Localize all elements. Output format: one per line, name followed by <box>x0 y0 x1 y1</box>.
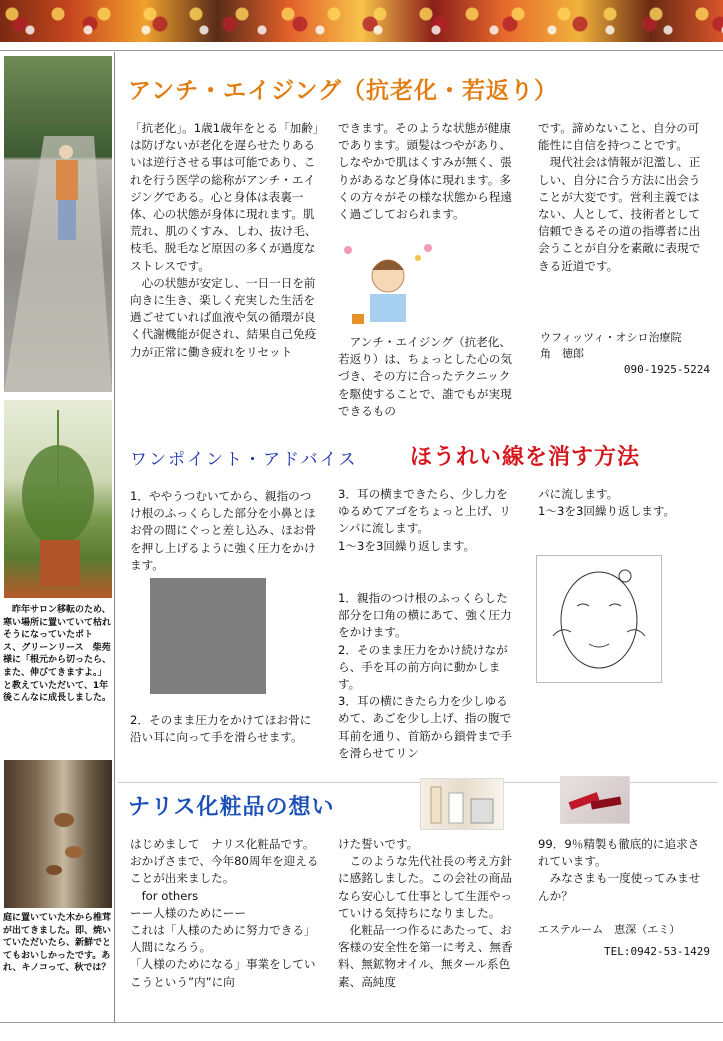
plant-photo <box>4 400 112 598</box>
naris-col2: けた誓いです。 このような先代社長の考え方針に感銘しました。この会社の商品なら安心して仕事として生涯やっていける気持ちになりました。 化粧品一つ作るにあたって、お客様の安全性を第一に考え、無香料、無鉱物オイル、無タール系色素、高純度 <box>338 837 513 989</box>
one-point-advice-label: ワンポイント・アドバイス <box>130 450 358 470</box>
flower-pattern <box>0 0 723 42</box>
plant-caption: 昨年サロン移転のため、寒い場所に置いていて枯れそうになっていたポトス、グリーンリース 柴苑様に「根元から切ったら、また、伸びてきますよ。」と教えていただいて、1年後こんなに成長しました。 <box>3 605 112 704</box>
bottle-icon <box>421 779 503 829</box>
advice-col2b: 1．親指のつけ根のふっくらした部分を口角の横にあて、強く圧力をかけます。 2．そのまま圧力をかけ続けながら、手を耳の前方向に動かします。 3．耳の横にきたら力を少しゆるめて、あごを少し上げ、指の腹で耳前を通り、首筋から鎖骨まで手を滑らせてリン <box>338 591 512 760</box>
smiling-woman-illustration <box>340 240 436 332</box>
bottom-rule <box>0 1022 723 1023</box>
lipstick-products-photo <box>560 776 630 824</box>
anti-aging-col2a: できます。そのような状態が健康であります。頭髪はつやがあり、しなやかで肌はくすみが無く、張りがあるなど身体に現れます。多くの方々がその様な状態から程遠く過ごしておられます。 <box>338 121 512 222</box>
mushroom-caption: 庭に置いていた木から椎茸が出てきました。即、焼いていただいたら、新鮮でとてもおいしかったです。あれ、キノコって、秋では？ <box>3 913 112 974</box>
anti-aging-col2b: アンチ・エイジング（抗老化、若返り）は、ちょっとした心の気づき、その方に合ったテクニックを駆使することで、誰でもが実現できるもの <box>338 335 512 418</box>
naris-col1: はじめまして ナリス化粧品です。 おかげさまで、今年80周年を迎えることが出来ました。 for others ーー人様のためにーー これは「人様のために努力できる」人間になろう。 「人様のためになる」事業をしていこうという”内”に向 <box>130 837 319 989</box>
woman-face-icon <box>340 240 436 332</box>
face-massage-illustration <box>536 555 662 683</box>
advice-col1b: 2．そのまま圧力をかけてほお骨に沿い耳に向って手を滑らせます。 <box>130 713 312 745</box>
esthe-signature: エステルーム 恵深（エミ） <box>538 923 681 936</box>
lipstick-icon <box>561 777 629 823</box>
clinic-phone: 090-1925-5224 <box>623 363 710 376</box>
top-rule <box>0 50 723 51</box>
walking-couple-photo <box>4 56 112 392</box>
esthe-phone: TEL:0942-53-1429 <box>604 945 710 958</box>
anti-aging-col1: 「抗老化」。1歳1歳年をとる「加齢」は防げないが老化を遅らせたりあるいは逆行させる事は可能であり、これを行う医学の総称がアンチ・エイジングである。心と身体は表裏一体、心の状態が身体に現れます。肌荒れ、肌のくすみ、しわ、抜け毛、枝毛、脱毛など原因の多くが過度なストレスです。 心の状態が安定し、一日一日を前向きに生き、楽しく充実した生活を過ごせていれば血液や気の循環が良く代謝機能が促され、結果自己免疫力が正常に働き疲れをリセット <box>130 121 319 359</box>
advice-col2a: 3．耳の横まできたら、少し力をゆるめてアゴをちょっと上げ、リンパに流します。 1～3を3回繰り返します。 <box>338 487 511 553</box>
mushroom-icon <box>4 760 112 908</box>
mushroom-photo <box>4 760 112 908</box>
naris-col3: 99．9％精製も徹底的に追求されています。 みなさまも一度使ってみませんか？ <box>538 837 701 903</box>
face-massage-icon <box>537 556 661 682</box>
cosmetic-products-photo <box>420 778 504 830</box>
anti-aging-col3: です。諦めないこと、自分の可能性に自信を持つことです。 現代社会は情報が氾濫し、正しい、自分に合う方法に出会うことが大変です。営利主義ではない、人として、技術者として信頼できるその道の指導者に出会うことが自分を素敵に表現できる近道です。 <box>538 121 701 273</box>
laugh-line-title: ほうれい線を消す方法 <box>410 445 641 470</box>
potted-plant-icon <box>4 400 112 598</box>
placeholder-image <box>150 578 266 694</box>
advice-col1a: 1．ややうつむいてから、親指のつけ根のふっくらした部分を小鼻とほお骨の間にぐっと差し込み、ほお骨を押し上げるように強く圧力をかけます。 <box>130 489 316 572</box>
advice-col3: パに流します。 1～3を3回繰り返します。 <box>538 487 676 519</box>
walkway-icon <box>4 56 112 392</box>
naris-title: ナリス化粧品の想い <box>128 795 335 820</box>
anti-aging-title: アンチ・エイジング（抗老化・若返り） <box>128 78 559 104</box>
flower-banner <box>0 0 723 42</box>
clinic-signature: ウフィッツィ・オシロ治療院 角 徳郎 <box>540 331 682 360</box>
